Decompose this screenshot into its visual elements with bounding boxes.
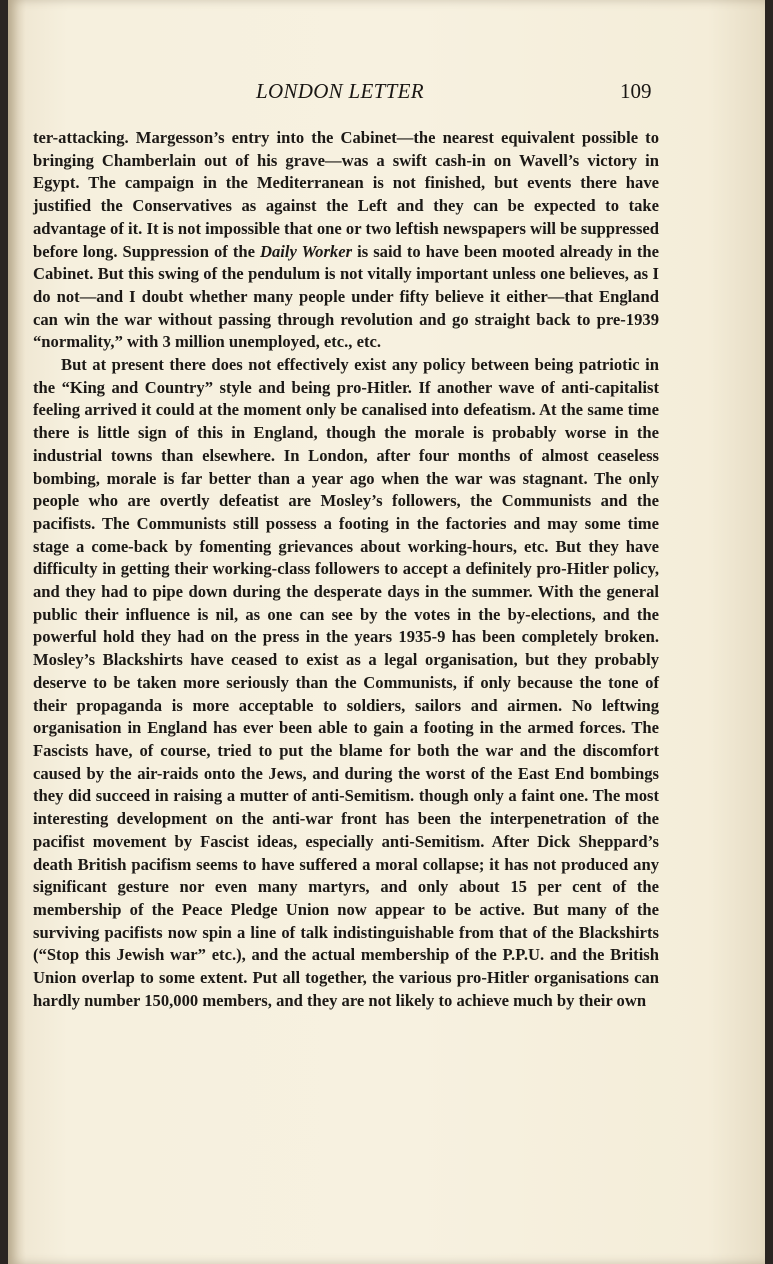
book-page [8, 0, 765, 1264]
paragraph-1 [33, 127, 659, 354]
paragraph-1-text-start: ter-attacking. Margesson’s entry into the Cabinet—the nearest equivalent possible to bringing Chamberlain out of his grave—was a swift cash-in on Wavell’s victory in Egypt. The campaign in the Mediterranean is not finished, but events there have justified the Conservatives as against the Left and they can be expected to take advantage of it. It is not impossible that one or two leftish newspapers will be suppressed before long. Suppression of the [33, 128, 659, 261]
paragraph-2: But at present there does not effectively exist any policy between being patriotic in the “King and Country” style and being pro-Hitler. If another wave of anti-capitalist feeling arrived it could at the moment only be canalised into defeatism. At the same time there is little sign of this in England, though the morale is probably worse in the industrial towns than elsewhere. In London, after four months of almost ceaseless bombing, morale is far better than a year ago when the war was stagnant. The only people who are overtly defeatist are Mosley’s followers, the Communists and the pacifists. The Communists still possess a footing in the factories and may some time stage a come-back by fomenting grievances about working-hours, etc. But they have difficulty in getting their working-class followers to accept a definitely pro-Hitler policy, and they had to pipe down during the desperate days in the summer. With the general public their influence is nil, as one can see by the votes in the by-elections, and the powerful hold they had on the press in the years 1935-9 has been completely broken. Mosley’s Blackshirts have ceased to exist as a legal organisation, but they probably deserve to be taken more seriously than the Communists, if only because the tone of their propaganda is more acceptable to soldiers, sailors and airmen. No leftwing organisation in England has ever been able to gain a footing in the armed forces. The Fascists have, of course, tried to put the blame for both the war and the discomfort caused by the air-raids onto the Jews, and during the worst of the East End bombings they did succeed in raising a mutter of anti-Semitism. though only a faint one. The most interesting development on the anti-war front has been the interpenetration of the pacifist movement by Fascist ideas, especially anti-Semitism. After Dick Sheppard’s death British pacifism seems to have suffered a moral collapse; it has not produced any significant gesture nor even many martyrs, and only about 15 per cent of the membership of the Peace Pledge Union now appear to be active. But many of the surviving pacifists now spin a line of talk indistinguishable from that of the Blackshirts (“Stop this Jewish war” etc.), and the actual membership of the P.P.U. and the British Union overlap to some extent. Put all together, the various pro-Hitler organisations can hardly number 150,000 members, and they are not likely to achieve much by their own [33, 355, 659, 1010]
paragraph-1-text-end: is said to have been mooted already in the Cabinet. But this swing of the pendulum is not vitally important unless one believes, as I do not—and I doubt whether many people under fifty believe it either—that England can win the war without passing through revolution and go straight back to pre-1939 “normality,” with 3 million unemployed, etc., etc. [33, 241, 659, 352]
page-header [8, 79, 765, 109]
running-title: LONDON LETTER [256, 79, 424, 103]
paragraph-1-italic-title: Daily Worker [260, 241, 353, 261]
body-text [33, 127, 659, 1012]
page-number: 109 [620, 79, 652, 103]
